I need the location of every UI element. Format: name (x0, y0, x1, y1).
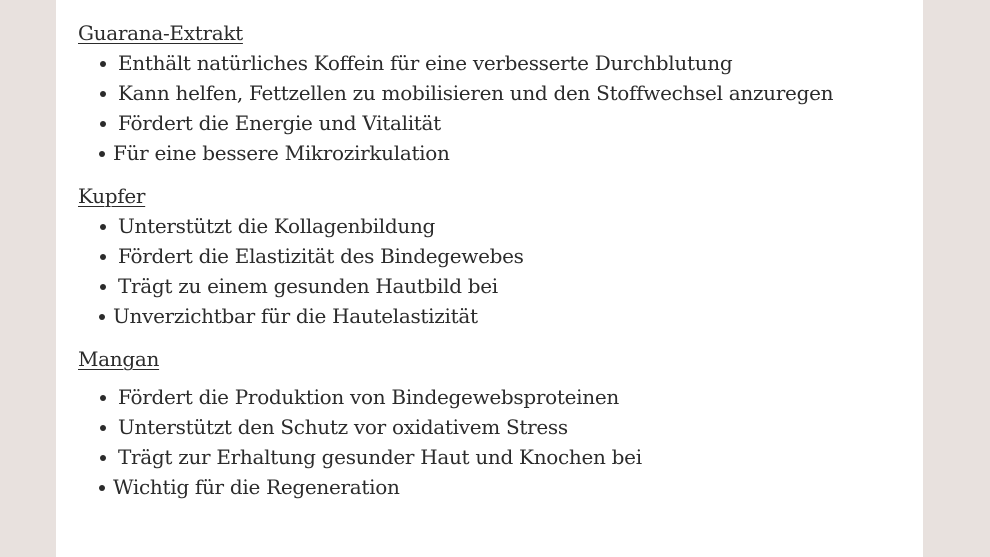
content-card (56, 0, 923, 557)
bullet-list (78, 48, 833, 168)
list-item: Kann helfen, Fettzellen zu mobilisieren und den Stoffwechsel anzuregen (78, 78, 833, 108)
list-item: Unterstützt den Schutz vor oxidativem Stress (78, 412, 642, 442)
list-item: Unverzichtbar für die Hautelastizität (78, 301, 524, 331)
list-item: Trägt zur Erhaltung gesunder Haut und Knochen bei (78, 442, 642, 472)
list-item: Trägt zu einem gesunden Hautbild bei (78, 271, 524, 301)
section-mangan (78, 344, 642, 502)
list-item: Fördert die Elastizität des Bindegewebes (78, 241, 524, 271)
section-heading: Mangan (78, 347, 160, 371)
list-item: Fördert die Energie und Vitalität (78, 108, 833, 138)
section-heading: Kupfer (78, 184, 146, 208)
section-heading: Guarana-Extrakt (78, 21, 243, 45)
list-item: Unterstützt die Kollagenbildung (78, 211, 524, 241)
list-item: Für eine bessere Mikrozirkulation (78, 138, 833, 168)
section-kupfer (78, 181, 524, 331)
list-item: Wichtig für die Regeneration (78, 472, 642, 502)
list-item: Fördert die Produktion von Bindegewebsproteinen (78, 382, 642, 412)
list-item: Enthält natürliches Koffein für eine verbesserte Durchblutung (78, 48, 833, 78)
section-guarana (78, 18, 833, 168)
bullet-list (78, 382, 642, 502)
bullet-list (78, 211, 524, 331)
